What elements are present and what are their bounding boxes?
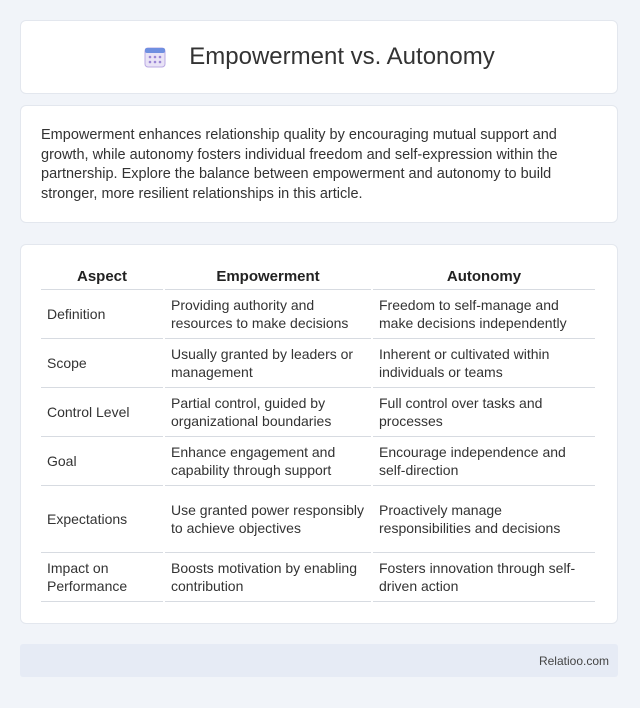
- cell-empowerment: Usually granted by leaders or management: [165, 339, 371, 388]
- table-row: [41, 290, 595, 339]
- table-row: [41, 339, 595, 388]
- cell-autonomy: Encourage independence and self-direction: [373, 437, 595, 486]
- table-row: [41, 388, 595, 437]
- cell-autonomy: Full control over tasks and processes: [373, 388, 595, 437]
- header-aspect: Aspect: [41, 265, 163, 290]
- header-empowerment: Empowerment: [165, 265, 371, 290]
- cell-autonomy: Freedom to self-manage and make decisions independently: [373, 290, 595, 339]
- footer-bar: [20, 644, 618, 677]
- title-card: [20, 20, 618, 94]
- table-row: [41, 486, 595, 553]
- cell-aspect: Impact on Performance: [41, 553, 163, 602]
- page-title: Empowerment vs. Autonomy: [189, 43, 495, 70]
- comparison-table: [39, 265, 597, 602]
- footer-brand: Relatioo.com: [538, 653, 609, 668]
- cell-aspect: Goal: [41, 437, 163, 486]
- cell-autonomy: Proactively manage responsibilities and decisions: [373, 486, 595, 553]
- table-header-row: [41, 265, 595, 290]
- cell-aspect: Expectations: [41, 486, 163, 553]
- cell-empowerment: Use granted power responsibly to achieve objectives: [165, 486, 371, 553]
- calendar-icon: [143, 45, 167, 69]
- cell-autonomy: Fosters innovation through self-driven action: [373, 553, 595, 602]
- intro-card: [20, 105, 618, 223]
- intro-paragraph: Empowerment enhances relationship quality by encouraging mutual support and growth, while autonomy fosters individual freedom and self-expression within the partnership. Explore the balance between empowerment and autonomy to build stronger, more resilient relationships in this article.: [41, 127, 558, 202]
- table-card: [20, 244, 618, 624]
- cell-aspect: Control Level: [41, 388, 163, 437]
- header-autonomy: Autonomy: [373, 265, 595, 290]
- cell-autonomy: Inherent or cultivated within individuals or teams: [373, 339, 595, 388]
- cell-empowerment: Partial control, guided by organizational boundaries: [165, 388, 371, 437]
- cell-aspect: Definition: [41, 290, 163, 339]
- table-row: [41, 553, 595, 602]
- cell-aspect: Scope: [41, 339, 163, 388]
- cell-empowerment: Providing authority and resources to make decisions: [165, 290, 371, 339]
- table-row: [41, 437, 595, 486]
- cell-empowerment: Boosts motivation by enabling contribution: [165, 553, 371, 602]
- cell-empowerment: Enhance engagement and capability through support: [165, 437, 371, 486]
